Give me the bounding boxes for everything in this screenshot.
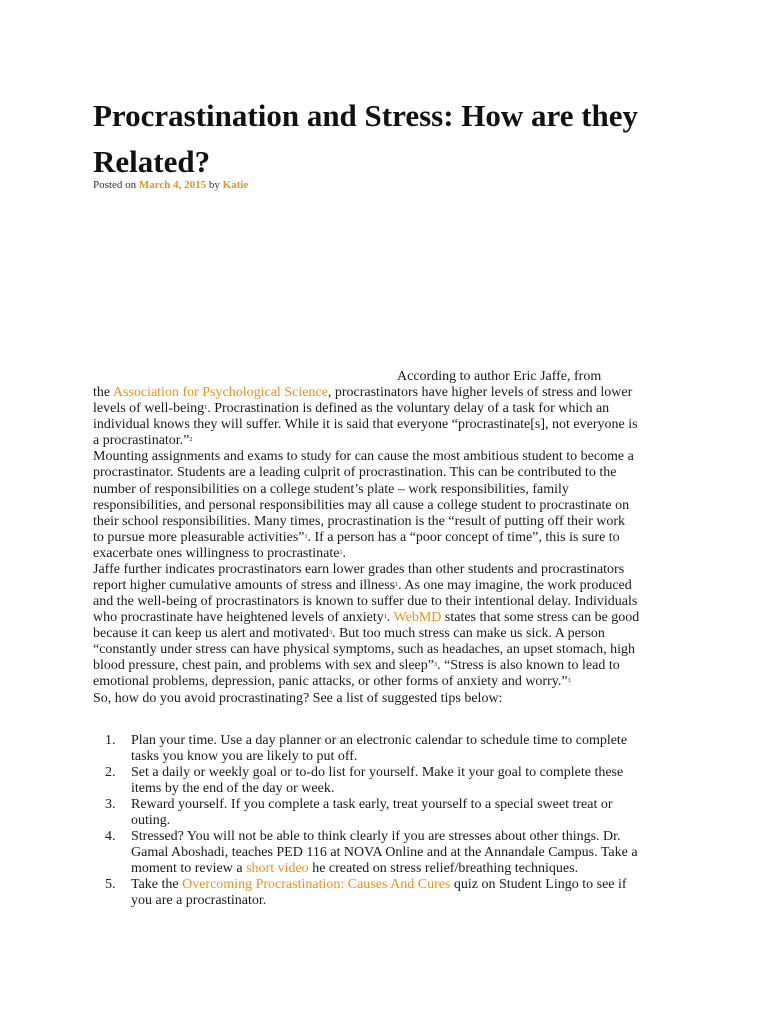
text-span: . <box>342 546 346 561</box>
paragraph-2-line-7 <box>93 546 346 562</box>
citation-sup: 1 <box>339 550 343 556</box>
list-item-1-line-1: Plan your time. Use a day planner or an electronic calendar to schedule time to complete <box>131 733 628 748</box>
list-number: 1. <box>105 733 116 748</box>
paragraph-4: So, how do you avoid procrastinating? See a list of suggested tips below: <box>93 691 503 706</box>
paragraph-2-line-5: their school responsibilities. Many times, procrastination is the “result of putting off their work <box>93 514 626 529</box>
citation-sup: 3 <box>328 630 332 636</box>
paragraph-3-line-6: “constantly under stress can have physical symptoms, such as headaches, an upset stomach, high <box>93 642 635 657</box>
post-meta <box>93 177 248 193</box>
paragraph-1-line-3 <box>93 401 609 417</box>
text-span: because it can keep us alert and motivated <box>93 626 329 641</box>
short-video-link[interactable]: short video <box>246 861 309 876</box>
citation-sup: 1 <box>395 582 399 588</box>
text-span: Take the <box>131 877 183 892</box>
text-span: , procrastinators have higher levels of stress and lower <box>327 385 633 400</box>
author-link[interactable]: Katie <box>222 179 249 191</box>
aps-link[interactable]: Association for Psychological Science <box>112 385 328 400</box>
paragraph-1-line-2 <box>93 385 632 401</box>
paragraph-2-line-4: responsibilities, and personal responsibilities may all cause a college student to procrastinate on <box>93 498 630 513</box>
list-item-4-line-1: Stressed? You will not be able to think clearly if you are stresses about other things. Dr. <box>131 829 621 844</box>
citation-sup: 2 <box>189 437 193 443</box>
paragraph-2-line-2: procrastinator. Students are a leading culprit of procrastination. This can be contributed to the <box>93 465 617 480</box>
list-item-3-line-2: outing. <box>131 813 171 828</box>
paragraph-3-line-4 <box>93 610 639 626</box>
text-span: who procrastinate have heightened levels of anxiety <box>93 610 384 625</box>
text-span: blood pressure, chest pain, and problems with sex and sleep” <box>93 658 434 673</box>
paragraph-3-line-7 <box>93 658 620 674</box>
citation-sup: 1 <box>304 534 308 540</box>
citation-sup: 1 <box>383 614 387 620</box>
webmd-link[interactable]: WebMD <box>393 610 442 625</box>
paragraph-3-line-2 <box>93 578 632 594</box>
text-span: quiz on Student Lingo to see if <box>450 877 627 892</box>
paragraph-3-line-3: and the well-being of procrastinators is known to suffer due to their intentional delay. Individuals <box>93 594 638 609</box>
paragraph-1-line-4: individual knows they will suffer. While it is said that everyone “procrastinate[s], not everyone is <box>93 417 638 432</box>
list-item-4-line-3 <box>131 861 578 877</box>
text-span: levels of well-being <box>93 401 205 416</box>
text-span: . If a person has a “poor concept of time”, this is sure to <box>307 530 620 545</box>
post-date-link[interactable]: March 4, 2015 <box>138 179 207 191</box>
citation-sup: 3 <box>433 662 437 668</box>
posted-on-label: Posted on <box>93 179 139 191</box>
paragraph-3-line-1: Jaffe further indicates procrastinators earn lower grades than other students and procrastinators <box>93 562 625 577</box>
list-number: 2. <box>105 765 116 780</box>
list-item-5-line-1 <box>131 877 627 893</box>
by-label: by <box>206 179 223 191</box>
paragraph-2-line-6 <box>93 530 620 546</box>
list-number: 5. <box>105 877 116 892</box>
text-span: emotional problems, depression, panic attacks, or other forms of anxiety and worry.” <box>93 674 568 689</box>
text-span: report higher cumulative amounts of stress and illness <box>93 578 396 593</box>
text-span: states that some stress can be good <box>441 610 640 625</box>
text-span: . <box>386 610 394 625</box>
text-span: exacerbate ones willingness to procrastinate <box>93 546 340 561</box>
text-span: . Procrastination is defined as the voluntary delay of a task for which an <box>207 401 610 416</box>
text-span: the <box>93 385 113 400</box>
post-title: Procrastination and Stress: How are they Related? <box>93 98 639 179</box>
citation-sup: 3 <box>567 678 571 684</box>
text-span: moment to review a <box>131 861 247 876</box>
list-item-2-line-1: Set a daily or weekly goal or to-do list for yourself. Make it your goal to complete these <box>131 765 624 780</box>
text-span: to pursue more pleasurable activities” <box>93 530 305 545</box>
paragraph-2-line-3: number of responsibilities on a college student’s plate – work responsibilities, family <box>93 482 569 497</box>
paragraph-1-line-5 <box>93 433 192 449</box>
paragraph-1-line-1: According to author Eric Jaffe, from <box>397 369 602 384</box>
list-item-3-line-1: Reward yourself. If you complete a task early, treat yourself to a special sweet treat or <box>131 797 613 812</box>
text-span: . “Stress is also known to lead to <box>436 658 620 673</box>
list-number: 4. <box>105 829 116 844</box>
list-item-5-line-2: you are a procrastinator. <box>131 893 267 908</box>
list-item-2-line-2: items by the end of the day or week. <box>131 781 335 796</box>
list-item-1-line-2: tasks you know you are likely to put off. <box>131 749 358 764</box>
list-number: 3. <box>105 797 116 812</box>
list-item-4-line-2: Gamal Aboshadi, teaches PED 116 at NOVA Online and at the Annandale Campus. Take a <box>131 845 638 860</box>
paragraph-3-line-8 <box>93 674 571 690</box>
text-span: he created on stress relief/breathing techniques. <box>308 861 579 876</box>
paragraph-2-line-1: Mounting assignments and exams to study for can cause the most ambitious student to become a <box>93 449 634 464</box>
citation-sup: 1 <box>204 405 208 411</box>
text-span: . But too much stress can make us sick. A person <box>331 626 605 641</box>
text-span: a procrastinator.” <box>93 433 190 448</box>
student-lingo-quiz-link[interactable]: Overcoming Procrastination: Causes And Cures <box>182 877 451 892</box>
paragraph-3-line-5 <box>93 626 605 642</box>
text-span: . As one may imagine, the work produced <box>398 578 632 593</box>
